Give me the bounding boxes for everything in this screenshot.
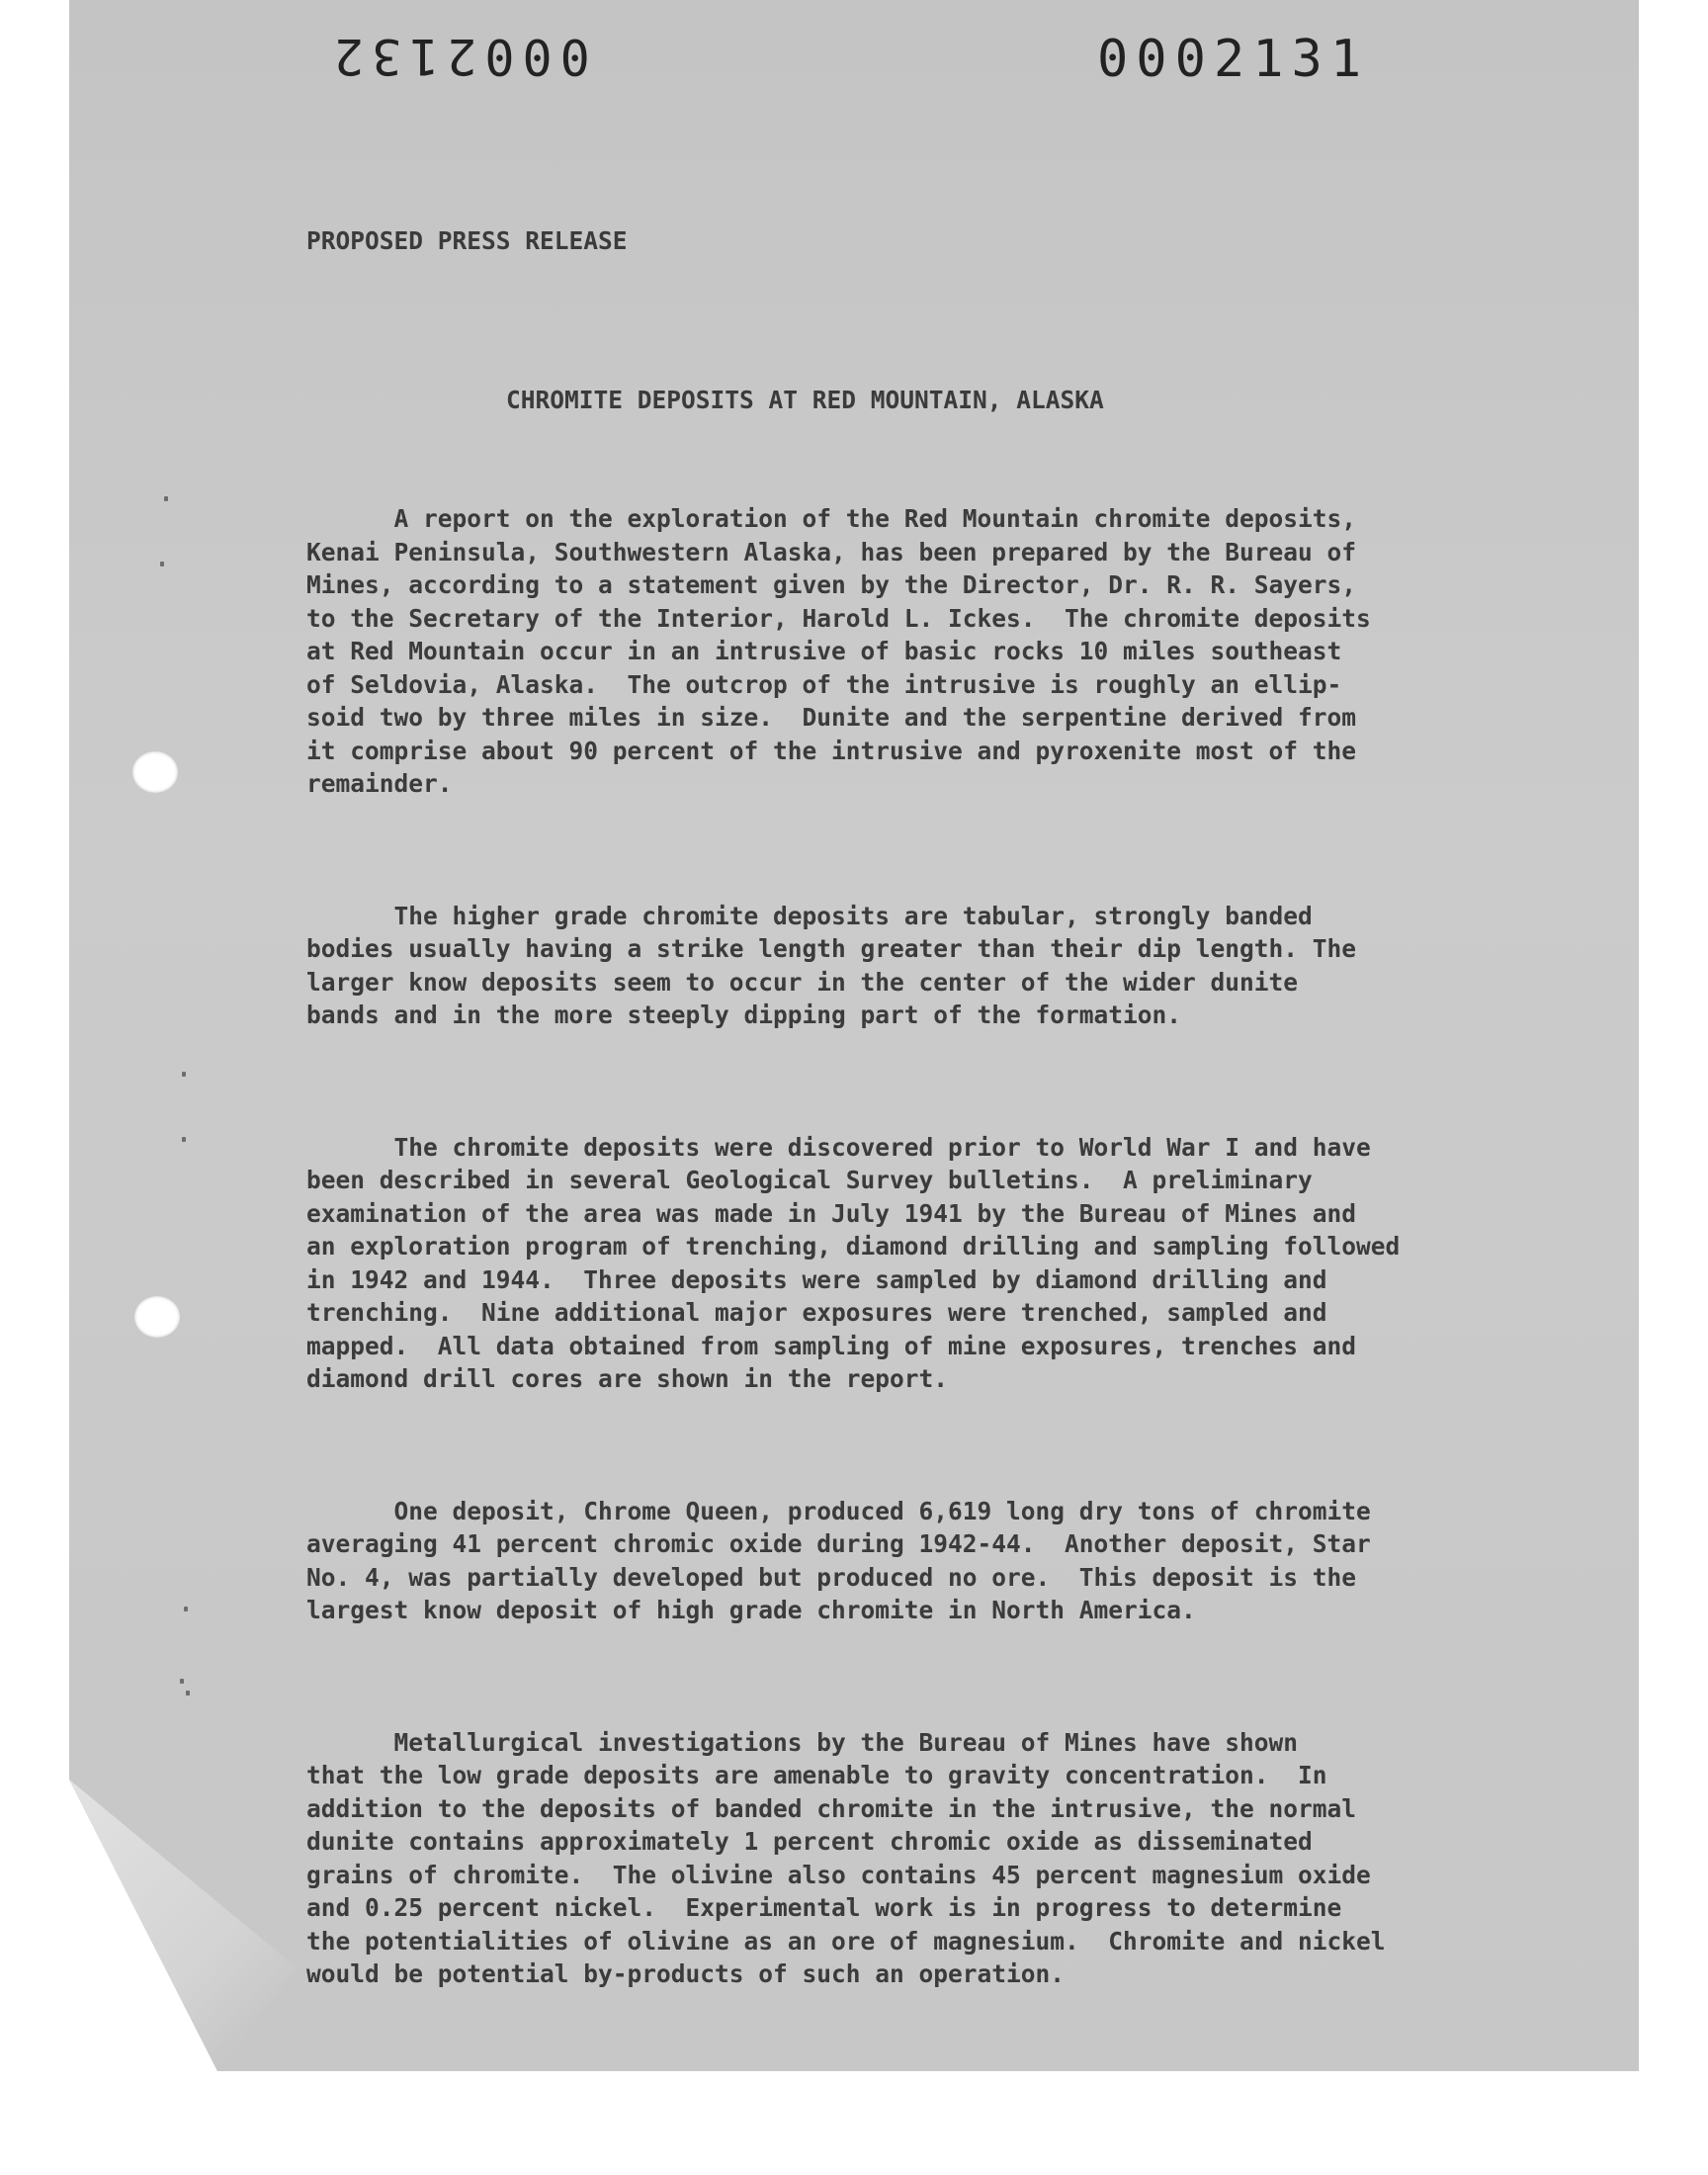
speck [184,1607,188,1611]
speck [164,496,168,501]
paragraph-report-summary: A report on the exploration of the Red Mountain chromite deposits, Kenai Peninsula, Southwestern Alaska, has been prepared by the Bureau of Mines, according to a statement given by the Director, Dr. R. R. Sayers, to the Secretary of the Interior, Harold L. Ickes. The chromite deposits at Red Mountain occur in an intrusive of basic rocks 10 miles southeast of Seldovia, Alaska. The outcrop of the intrusive is roughly an ellip- soid two by three miles in size. Dunite and the serpentine derived from it comprise about 90 percent of the intrusive and pyroxenite most of the remainder. [306,504,1371,798]
speck [186,1691,190,1696]
document-label: PROPOSED PRESS RELEASE [306,226,628,255]
speck [182,1137,186,1142]
press-release-document [306,158,1542,2056]
serial-number: 0002131 [1097,30,1370,89]
serial-number-upside-down: 0002132 [326,28,590,85]
punch-hole-top [132,751,178,793]
speck [160,562,164,566]
paragraph-metallurgy: Metallurgical investigations by the Bureau of Mines have shown that the low grade deposits are amenable to gravity concentration. In addition to the deposits of banded chromite in the intrusive, the normal dunite contains approximately 1 percent chromic oxide as disseminated grains of chromite. The olivine also contains 45 percent magnesium oxide and 0.25 percent nickel. Experimental work is in progress to determine the potentialities of olivine as an ore of magnesium. Chromite and nickel would be potential by-products of such an operation. [306,1727,1386,1988]
speck [180,1679,184,1684]
speck [182,1072,186,1077]
paragraph-deposit-shape: The higher grade chromite deposits are tabular, strongly banded bodies usually having a strike length greater than their dip length. The larger know deposits seem to occur in the center of the wider dunite bands and in the more steeply dipping part of the formation. [306,901,1357,1029]
punch-hole-bottom [134,1296,180,1338]
paragraph-production: One deposit, Chrome Queen, produced 6,619 long dry tons of chromite averaging 41 percent chromic oxide during 1942-44. Another deposit, Star No. 4, was partially developed but produced no ore. This deposit is the largest know deposit of high grade chromite in North America. [306,1496,1371,1624]
paragraph-exploration-history: The chromite deposits were discovered prior to World War I and have been described in several Geological Survey bulletins. A preliminary examination of the area was made in July 1941 by the Bureau of Mines and an exploration program of trenching, diamond drilling and sampling followed in 1942 and 1944. Three deposits were sampled by diamond drilling and trenching. Nine additional major exposures were trenched, sampled and mapped. All data obtained from sampling of mine exposures, trenches and diamond drill cores are shown in the report. [306,1132,1401,1393]
document-title: CHROMITE DEPOSITS AT RED MOUNTAIN, ALASKA [506,385,1104,414]
